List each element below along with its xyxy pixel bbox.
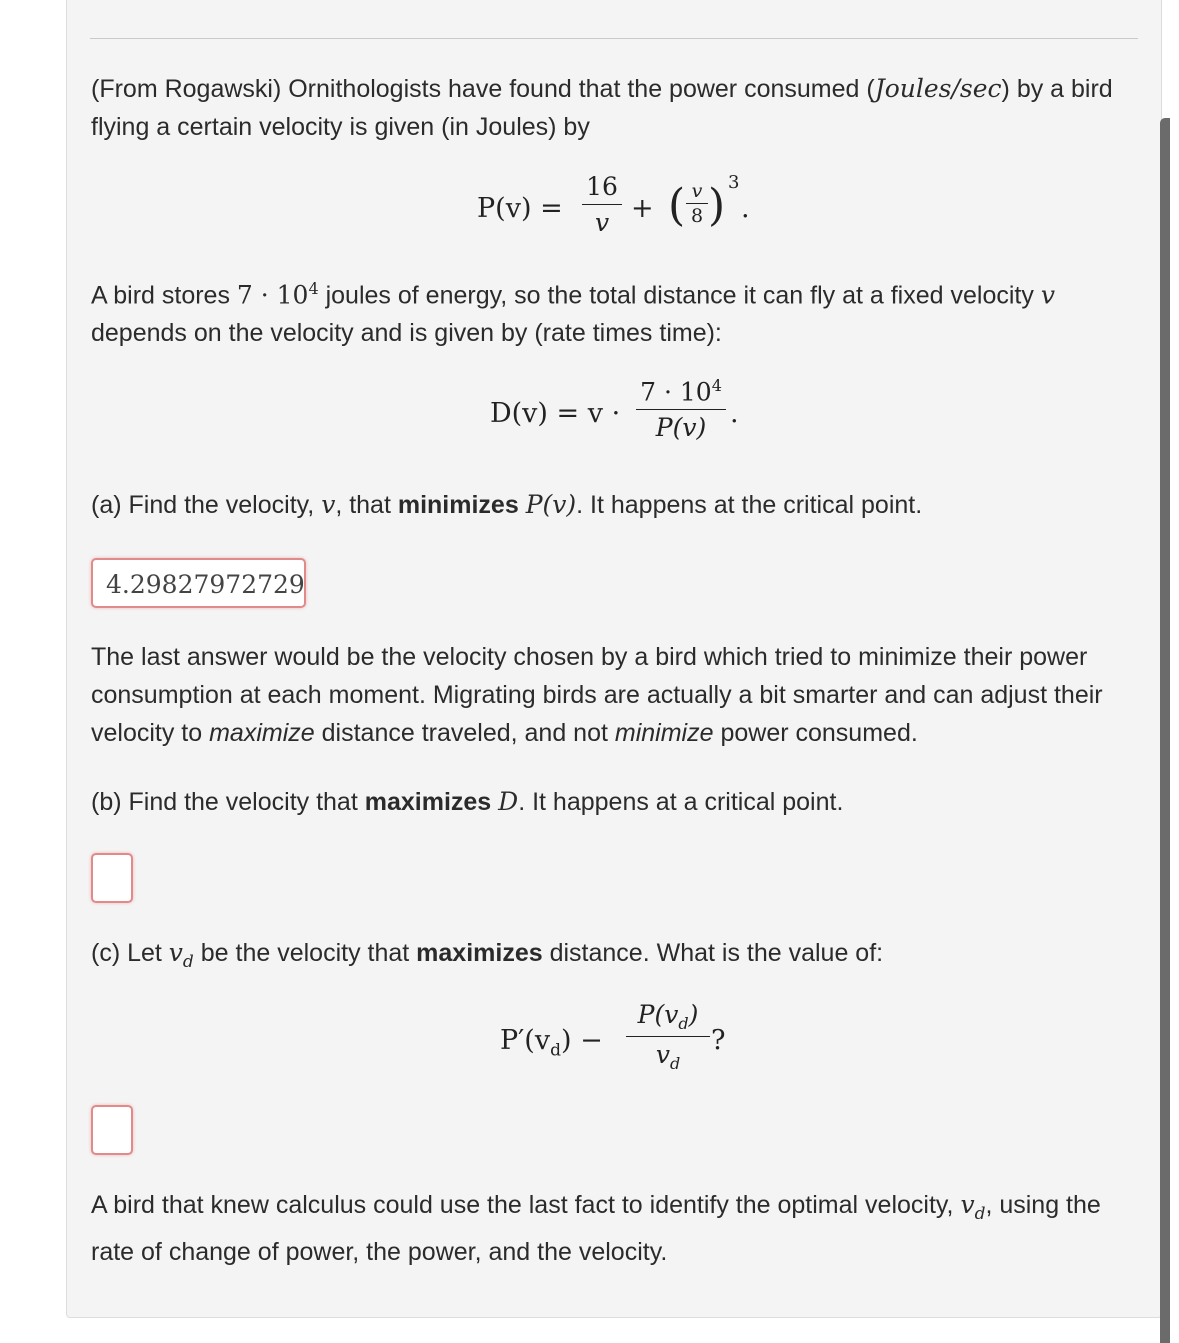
part-a-question: (a) Find the velocity, v, that minimizes P(v). It happens at the critical point. <box>91 490 923 519</box>
intro-text: (From Rogawski) Ornithologists have found that the power consumed (Joules/sec) by a bird flying a certain velocity is given (in Joules) by <box>91 74 1113 141</box>
part-b-question: (b) Find the velocity that maximizes D. It happens at a critical point. <box>91 787 844 816</box>
scrollbar[interactable] <box>1160 118 1170 1343</box>
explanation-text: The last answer would be the velocity chosen by a bird which tried to minimize their power consumption at each moment. Migrating birds are actually a bit smarter and can adjust their velocity to maximize distance traveled, and not minimize power consumed. <box>91 643 1103 747</box>
energy-text: A bird stores $7 \cdot 10^4$ joules of energy, so the total distance it can fly at a fixed velocity v depends on the velocity and is given by (rate times time): <box>91 279 1055 348</box>
part-c-question: (c) Let $v_d$ be the velocity that maximizes distance. What is the value of: <box>91 938 884 972</box>
answer-a-input[interactable]: 4.29827972729 <box>91 558 306 608</box>
closing-text: A bird that knew calculus could use the last fact to identify the optimal velocity, $v_d$, using the rate of change of power, the power, and the velocity. <box>91 1190 1101 1266</box>
answer-b-input[interactable] <box>91 853 133 903</box>
answer-c-input[interactable] <box>91 1105 133 1155</box>
divider <box>90 38 1138 39</box>
